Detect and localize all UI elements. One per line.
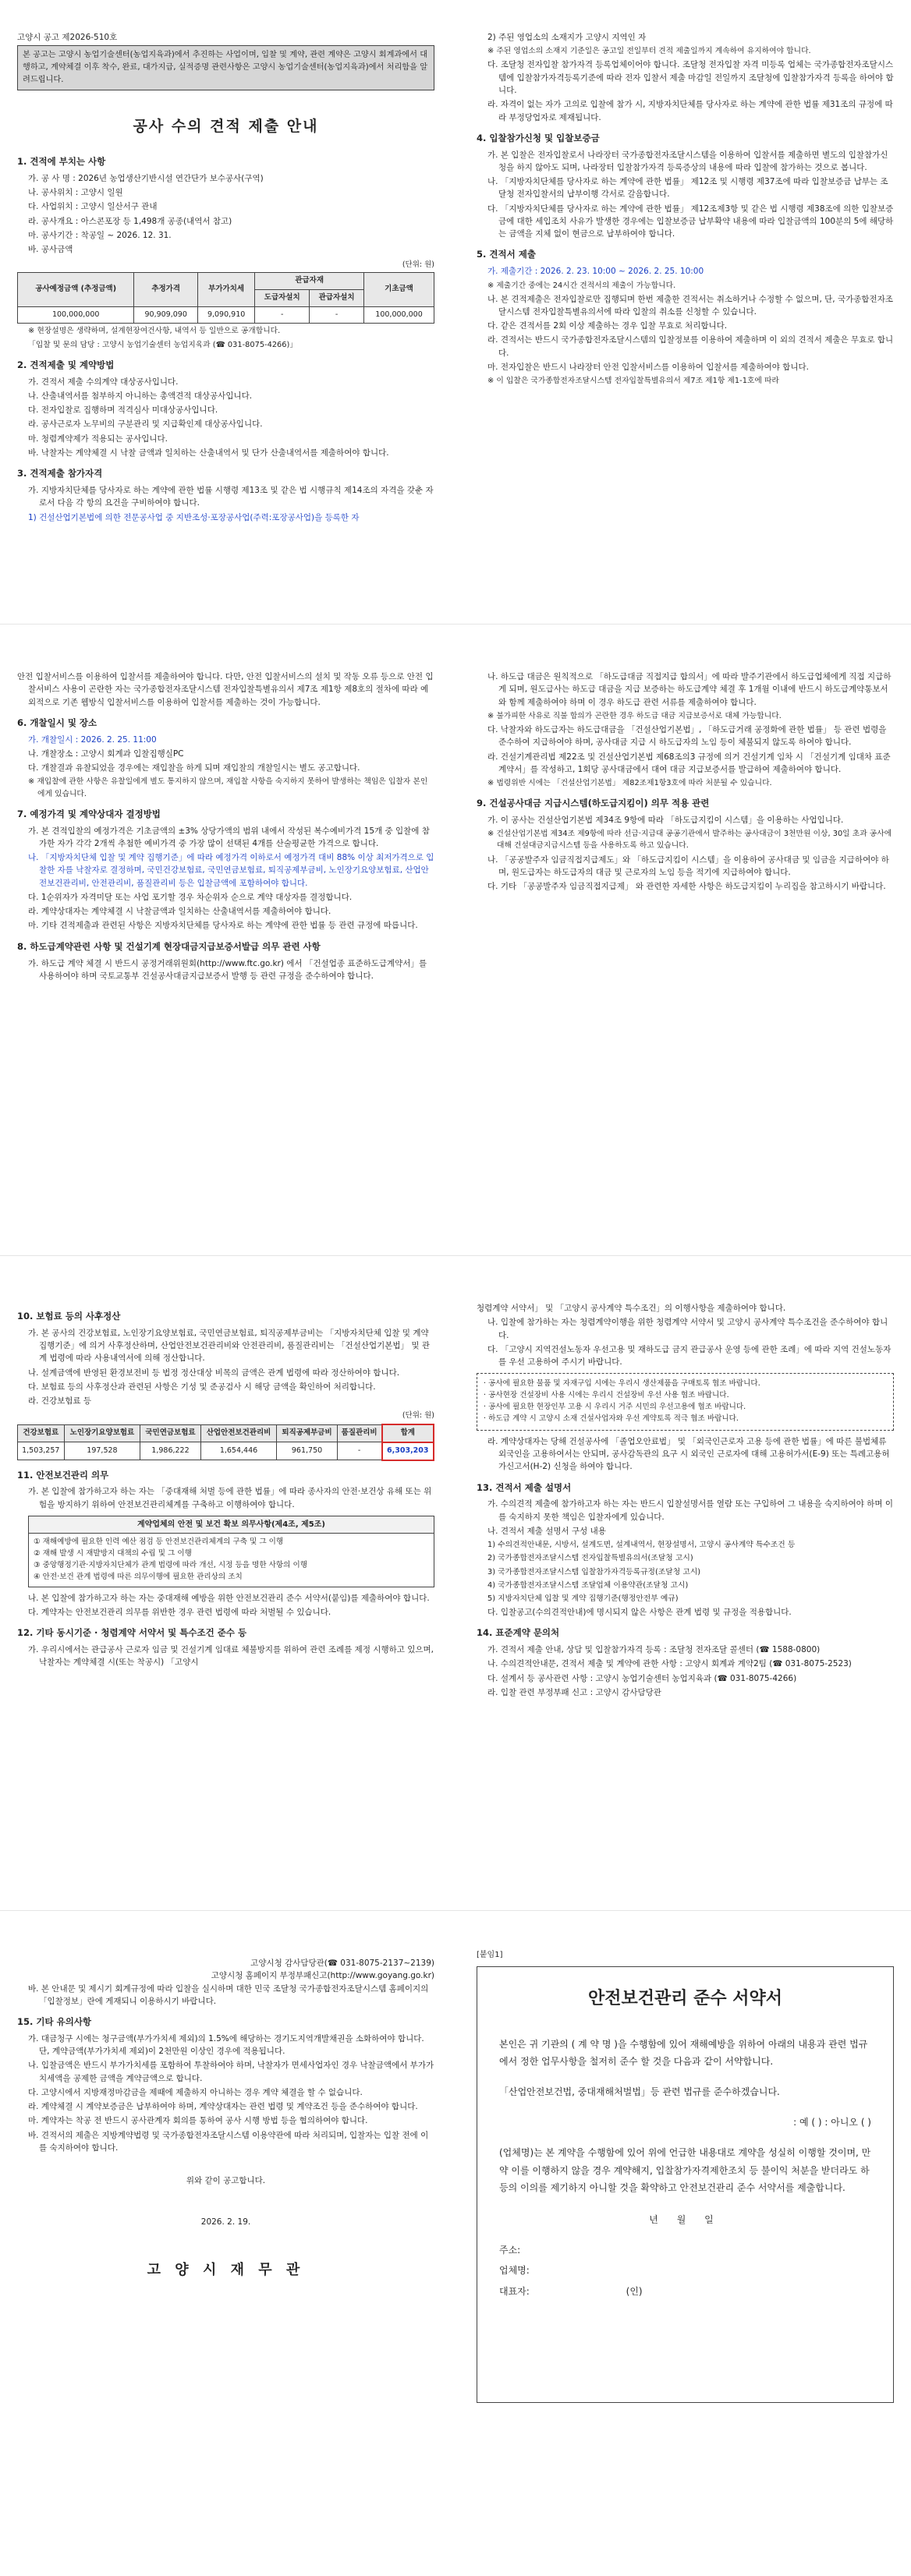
s7-item: 가. 본 견적입찰의 예정가격은 기초금액의 ±3% 상당가액의 범위 내에서 작성된 복수예비가격 15개 중 입찰에 참가한 자가 각각 2개씩 추첨한 예비가격 중 가장 많이 선택된 4개를 산술평균한 가격으로 합니다. (28, 826, 430, 848)
page-divider (0, 1255, 911, 1256)
s9-item: 가. 이 공사는 건설산업기본법 제34조 9항에 따라 「하도급지킴이 시스템」을 이용하는 사업입니다. (487, 816, 844, 826)
s9-item: 나. 「공공발주자 임금직접지급제도」와 「하도급지킴이 시스템」을 이용하여 공사대금 및 임금을 지급하여야 하며, 원도급자는 하도급자의 대금 및 근로자의 노임 등을 적기에 지급하여야 합니다. (487, 855, 889, 877)
local-priority-line: · 공사에 필요한 현장인부 고용 시 우리시 거주 시민의 우선고용에 협조 바랍니다. (484, 1403, 746, 1412)
section8-title: 8. 하도급계약관련 사항 및 건설기계 현장대금지급보증서발급 의무 관련 사항 (17, 940, 321, 952)
notice-summary-box (17, 45, 434, 90)
s1-item: 다. 사업위치 : 고양시 일산서구 관내 (28, 202, 158, 212)
audit-web: 고양시청 홈페이지 부정부패신고(http://www.goyang.go.kr) (211, 1971, 434, 1981)
section11-title: 11. 안전보건관리 의무 (17, 1469, 109, 1481)
notice-date: 2026. 2. 19. (200, 2217, 251, 2227)
pledge-company-label[interactable]: 업체명: (499, 2265, 530, 2277)
page1-left-column (17, 31, 434, 525)
s12-item: 가. 우리시에서는 관급공사 근로자 임금 및 건설기계 임대료 체불방지를 위하여 관련 조례를 제정 시행하고 있으며, 낙찰자는 계약체결 시(또는 착공시) 「고양시 (28, 1645, 434, 1668)
s8-item: 가. 하도급 계약 체결 시 반드시 공정거래위원회(http://www.ftc.go.kr) 에서 「건설업종 표준하도급계약서」를 사용하여야 하며 국토교통부 건설공사대금지급보증서 발행 등 관련 규정을 준수하여야 합니다. (28, 958, 427, 981)
s2-item: 바. 낙찰자는 계약체결 시 낙찰 금액과 일치하는 산출내역서 및 단가 산출내역서를 제출하여야 합니다. (28, 448, 389, 458)
table-row (18, 1442, 434, 1460)
page-divider (0, 1910, 911, 1911)
ins-cell: 1,654,446 (200, 1442, 277, 1460)
ins-th: 품질관리비 (337, 1424, 381, 1442)
insurance-table-unit: (단위: 원) (402, 1411, 434, 1421)
s13-subitem: 1) 수의견적안내문, 시방서, 설계도면, 설계내역서, 현장설명서, 고양시 공사계약 특수조건 등 (487, 1541, 796, 1550)
s15-item: 나. 입찰금액은 반드시 부가가치세를 포함하여 투찰하여야 하며, 낙찰자가 면세사업자인 경우 낙찰금액에서 부가가치세액을 공제한 금액을 계약금액으로 합니다. (28, 2061, 434, 2083)
audit-contact: 고양시청 감사담당관(☎ 031-8075-2137~2139) (250, 1959, 434, 1968)
s8-note: ※ 불가피한 사유로 직불 합의가 곤란한 경우 하도급 대금 지급보증서로 대체 가능합니다. (487, 711, 782, 720)
notice-summary-text: 본 공고는 고양시 농업기술센터(농업지육과)에서 추진하는 사업이며, 입찰 및 계약, 관련 계약은 고양시 회계과에서 대행하고, 계약체결 이후 착수, 완료, 대가지급, 실적증명 관련사항은 고양시 농업기술센터(농업지육과)에서 처리함을 알려드립니다. (23, 51, 428, 84)
section2-title: 2. 견적제출 및 계약방법 (17, 359, 115, 370)
s12-item: 나. 입찰에 참가하는 자는 청렴계약이행을 위한 청렴계약 서약서 및 고양시 공사계약 특수조건을 준수하여야 합니다. (487, 1318, 888, 1340)
cost-th-sub: 관급자설치 (310, 289, 364, 306)
s1-item: 가. 공 사 명 : 2026년 농업생산기반시설 연간단가 보수공사(구역) (28, 173, 264, 183)
cost-cell: 9,090,910 (197, 306, 254, 324)
table-note: ※ 현장설명은 생략하며, 설계현장여건사항, 내역서 등 일반으로 공개합니다. (28, 327, 281, 336)
section1-title: 1. 견적에 부치는 사항 (17, 156, 106, 168)
s1-item: 마. 공사기간 : 착공일 ~ 2026. 12. 31. (28, 231, 172, 241)
s13-item: 가. 수의견적 제출에 참가하고자 하는 자는 반드시 입찰설명서를 열람 또는 구입하여 그 내용을 숙지하여야 하며 이를 숙지하지 못한 책임은 입찰자에게 있습니다. (487, 1499, 893, 1522)
ins-th: 퇴직공제부금비 (277, 1424, 337, 1442)
s8-note: ※ 법령위반 시에는 「건설산업기본법」 제82조제1항3호에 따라 처분될 수 있습니다. (487, 779, 772, 788)
s14-item: 라. 입찰 관련 부정부패 신고 : 고양시 감사담당관 (487, 1687, 661, 1697)
page2-right-column (477, 671, 894, 894)
s10-item: 다. 보험료 등의 사후정산과 관련된 사항은 기성 및 준공검사 시 해당 금액을 확인하여 처리합니다. (28, 1382, 376, 1392)
pledge-title: 안전보건관리 준수 서약서 (587, 1988, 783, 2008)
cost-th: 기초금액 (364, 273, 434, 306)
s13-item: 나. 견적서 제출 설명서 구성 내용 (487, 1526, 606, 1536)
cost-th: 부가가치세 (197, 273, 254, 306)
s6-item: 나. 개찰장소 : 고양시 회계과 입찰집행실PC (28, 748, 184, 759)
table-note-contact: 「입찰 및 문의 담당 : 고양시 농업기술센터 농업지육과 (☎ 031-8075-4266)」 (28, 340, 298, 349)
s13-item: 다. 입찰공고(수의견적안내)에 명시되지 않은 사항은 관계 법령 및 규정을 적용합니다. (487, 1608, 792, 1618)
section10-title: 10. 보험료 등의 사후정산 (17, 1311, 121, 1322)
section15-title: 15. 기타 유의사항 (17, 2016, 92, 2028)
section5-title: 5. 견적서 제출 (477, 249, 536, 260)
s10-item: 가. 본 공사의 건강보험료, 노인장기요양보험료, 국민연금보험료, 퇴직공제부금비는 「지방자치단체 입찰 및 계약집행기준」에 의거 사후정산하며, 산업안전보건관리비와 안전관리비, 품질관리비는 「건설산업기본법」 및 관계 법령에 따라 사용내역서에 의해 정산합니다. (28, 1328, 431, 1364)
s3-item: 2) 주된 영업소의 소재지가 고양시 지역인 자 (487, 33, 647, 42)
s10-item: 라. 건강보험료 등 (28, 1396, 92, 1407)
page3-left-column (17, 1302, 434, 1671)
page-divider (0, 624, 911, 625)
page1-right-column (477, 31, 894, 388)
safety-duty-box (28, 1516, 434, 1587)
s7-item: 다. 1순위자가 자격미달 또는 사업 포기할 경우 차순위자 순으로 계약 대상자를 결정합니다. (28, 892, 353, 902)
s14-item: 나. 수의견적안내문, 견적서 제출 및 계약에 관한 사항 : 고양시 회계과 계약2팀 (☎ 031-8075-2523) (487, 1659, 852, 1669)
s2-item: 라. 공사근로자 노무비의 구분관리 및 지급확인제 대상공사입니다. (28, 419, 263, 430)
s1-item: 바. 공사금액 (28, 245, 73, 255)
s15-item: 다. 고양시에서 지방재정마감금을 제때에 제출하지 아니하는 경우 계약 체결을 할 수 없습니다. (28, 2087, 363, 2097)
s6-note: ※ 재입찰에 관한 사항은 유찰일에게 별도 통지하지 않으며, 재입찰 사항을 숙지하지 못하여 발생하는 책임은 입찰자 본인에게 있습니다. (28, 777, 428, 798)
pledge-representative-label: 대표자: (499, 2285, 530, 2297)
pledge-paragraph: (업체명)는 본 계약을 수행함에 있어 위에 언급한 내용대로 계약을 성실히 이행할 것이며, 만약 이를 이행하지 않을 경우 계약해지, 입찰참가자격제한조치 등 불이익 처분을 받더라도 하등의 이의를 제기하지 아니할 것을 확약하고 안전보건관리 준수 서약서를 제출합니다. (499, 2146, 871, 2194)
cost-cell: - (255, 306, 310, 324)
page-4 (0, 1926, 911, 2565)
s3-item: 라. 자격이 없는 자가 고의로 입찰에 참가 시, 지방자치단체를 당사자로 하는 계약에 관한 법률 제31조의 규정에 따라 부정당업자로 제재됩니다. (487, 100, 893, 122)
pledge-paragraph: 본인은 귀 기관의 ( 계 약 명 )을 수행함에 있어 재해예방을 위하여 아래의 내용과 관련 법규에서 정한 업무사항을 철저히 준수 할 것을 다음과 같이 서약합니다. (499, 2038, 868, 2068)
page4-right-column (477, 1949, 894, 2403)
cost-cell: 100,000,000 (364, 306, 434, 324)
ins-cell: 197,528 (64, 1442, 140, 1460)
local-priority-line: · 하도급 계약 시 고양시 소재 건설사업자와 우선 계약토록 적극 협조 바랍니다. (484, 1414, 739, 1423)
section13-title: 13. 견적서 제출 설명서 (477, 1481, 572, 1493)
safety-duty-line: ③ 중앙행정기관·지방자치단체가 관계 법령에 따라 개선, 시정 등을 명한 사항의 이행 (34, 1561, 308, 1570)
s9-note: ※ 건설산업기본법 제34조 제9항에 따라 선급·지급대 공공기관에서 발주하는 공사대금이 3천만원 이상, 30일 초과 공사에 대해 건설대금지급시스템 등을 사용하도록 하고 있습니다. (487, 830, 892, 851)
ins-cell: - (337, 1442, 381, 1460)
page4-left-column (17, 1957, 434, 2281)
s1-item: 라. 공사개요 : 아스콘포장 등 1,498개 공종(내역서 참고) (28, 216, 232, 226)
page2-left-column (17, 671, 434, 984)
s12-item: 다. 「고양시 지역건설노동자 우선고용 및 재하도급 금지 관급공사 운영 등에 관한 조례」에 따라 지역 건설노동자를 우선 고용하여 주시기 바랍니다. (487, 1344, 892, 1368)
insurance-table (17, 1424, 434, 1460)
s8-item: 다. 낙찰자와 하도급자는 하도급대금을 「건설산업기본법」, 「하도급거래 공정화에 관한 법률」 등 관련 법령을 준수하여 지급하여야 하며, 공사대금 지급 시 하도급자의 노임 등이 체불되지 않도록 하여야 합니다. (487, 724, 887, 748)
page-2 (0, 639, 911, 1247)
s11-item: 다. 계약자는 안전보건관리 의무를 위반한 경우 관련 법령에 따라 처벌될 수 있습니다. (28, 1608, 331, 1618)
s15-item: 바. 견적서의 제출은 지방계약법령 및 국가종합전자조달시스템 이용약관에 따라 처리되며, 입찰자는 입찰 전에 이를 숙지하여야 합니다. (28, 2130, 429, 2153)
s15-item: 마. 계약자는 착공 전 반드시 공사관계자 회의를 통하여 공사 시행 방법 등을 협의하여야 합니다. (28, 2116, 368, 2126)
s14-item: 바. 본 안내문 및 제시기 회계규정에 따라 입찰을 실시하며 대한 민국 조달청 국가종합전자조달시스템 홈페이지의 「입찰정보」란에 게재되니 이용하시기 바랍니다. (28, 1983, 429, 2006)
s12-item: 라. 계약상대자는 당해 건설공사에 「졸업오안료법」 및 「외국인근로자 고용 등에 관한 법률」에 따른 불법체류 외국인을 고용하여서는 안되며, 공사감독관의 요구 시 외국인 근로자에 대해 고용허가서(E-9) 또는 특례고용허가신고서(H-2) 신청을 하여야 합니다. (487, 1436, 890, 1472)
s5-item: 마. 전자입찰은 반드시 나라장터 안전 입찰서비스를 이용하여 입찰서를 제출하여야 합니다. (487, 363, 810, 373)
pledge-date[interactable]: 년 월 일 (649, 2214, 721, 2226)
s2-item: 다. 전자입찰로 집행하며 적격심사 미대상공사입니다. (28, 405, 218, 416)
page3-right-column (477, 1302, 894, 1700)
cost-cell: 90,909,090 (134, 306, 198, 324)
s4-item: 다. 「지방자치단체를 당사자로 하는 계약에 관한 법률」 제12조제3항 및 같은 법 시행령 제38조에 의한 입찰보증금에 대한 세입조치 사유가 발생한 경우에는 입찰보증금 납부확약 내용에 따라 입찰금액의 100분의 5에 해당하는 금액을 지체 없이 현금으로 납부하여야 합니다. (487, 203, 894, 239)
s12-item: 청렴계약 서약서」 및 「고양시 공사계약 특수조건」의 이행사항을 제출하여야 합니다. (477, 1304, 786, 1313)
ins-cell-total: 6,303,203 (382, 1442, 434, 1460)
s14-item: 다. 설계서 등 공사관련 사항 : 고양시 농업기술센터 농업지육과 (☎ 031-8075-4266) (487, 1673, 797, 1683)
s4-item: 나. 「지방자치단체를 당사자로 하는 계약에 관한 법률」 제12조 및 시행령 제37조에 따라 입찰보증금 납부는 조달청 전자입찰서의 납부이행 각서로 갈음합니다. (487, 177, 888, 200)
page-1 (0, 0, 911, 616)
s4-item: 가. 본 입찰은 전자입찰로서 나라장터 국가종합전자조달시스템을 이용하여 입찰서를 제출하면 별도의 입찰참가신청을 하지 않아도 되며, 나라장터 입찰참가자격 등록증상의 내용에 따라 입찰에 참가하는 것으로 봅니다. (487, 150, 888, 172)
s3-item: 가. 지방자치단체를 당사자로 하는 계약에 관한 법률 시행령 제13조 및 같은 법 시행규칙 제14조의 자격을 갖춘 자로서 다음 각 항의 요건을 구비하여야 합니다. (28, 485, 434, 508)
cost-cell: 100,000,000 (18, 306, 134, 324)
s5-submission-period: 가. 제출기간 : 2026. 2. 23. 10:00 ~ 2026. 2. 25. 10:00 (487, 267, 704, 277)
pledge-address-label[interactable]: 주소: (499, 2244, 521, 2256)
s5-note: ※ 제출기간 중에는 24시간 견적서의 제출이 가능합니다. (487, 281, 676, 290)
attachment-tag: [붙임1] (477, 1951, 503, 1959)
ins-th-total: 합계 (382, 1424, 434, 1442)
s2-item: 가. 견적서 제출 수의계약 대상공사입니다. (28, 377, 179, 387)
s7-item-highlight: 나. 「지방자치단체 입찰 및 계약 집행기준」에 따라 예정가격 이하로서 예정가격 대비 88% 이상 최저가격으로 입찰한 자를 낙찰자로 결정하며, 국민건강보험료, 국민연금보험료, 퇴직공제부금비, 노인장기요양보험료, 산업안전보건관리비, 안전관리비, 품질관리비 등은 입찰금액에 포함하여야 합니다. (28, 853, 434, 888)
s3-item-highlight: 1) 건설산업기본법에 의한 전문공사업 중 지반조성·포장공사업(주력:포장공사업)을 등록한 자 (28, 512, 360, 522)
cost-cell: - (310, 306, 364, 324)
s10-item: 나. 설계금액에 반영된 환경보전비 등 법정 정산대상 비목의 금액은 관계 법령에 따라 정산하여야 합니다. (28, 1368, 400, 1378)
s11-item: 나. 본 입찰에 참가하고자 하는 자는 중대재해 예방을 위한 안전보건관리 준수 서약서(붙임)를 제출하여야 합니다. (28, 1593, 430, 1603)
section9-title: 9. 건설공사대금 지급시스템(하도급지킴이) 의무 적용 관련 (477, 798, 710, 809)
ins-cell: 1,986,222 (140, 1442, 200, 1460)
section14-title: 14. 표준계약 문의처 (477, 1627, 560, 1639)
s1-item: 나. 공사위치 : 고양시 일원 (28, 188, 123, 198)
s5-note: ※ 이 입찰은 국가종합전자조달시스템 전자입찰특별유의서 제7조 제1항 제1-1호에 따라 (487, 377, 779, 386)
pledge-yes-no[interactable]: : 예 ( ) : 아니오 ( ) (793, 2116, 871, 2128)
safety-duty-box-title: 계약업체의 안전 및 보건 확보 의무사항(제4조, 제5조) (29, 1516, 434, 1534)
safety-pledge-form (477, 1966, 894, 2403)
s3-item: 다. 조달청 전자입찰 참가자격 등록업체이어야 합니다. 조달청 전자입찰 자격 미등록 업체는 국가종합전자조달시스템에 입찰참가자격등록기준에 따라 전자 입찰서 제출 마감일 전일까지 조달청에 입찰참가자격 등록을 하여야 합니다. (487, 60, 894, 95)
ins-th: 산업안전보건관리비 (200, 1424, 277, 1442)
table-unit: (단위: 원) (402, 260, 434, 269)
s5-item: 라. 견적서는 반드시 국가종합전자조달시스템의 입찰정보를 이용하여 제출하며 이 외의 견적서 제출은 무효로 합니다. (487, 335, 894, 358)
safety-duty-line: ② 재해 발생 시 재발방지 대책의 수립 및 그 이행 (34, 1549, 192, 1559)
ins-th: 건강보험료 (18, 1424, 65, 1442)
s11-item: 가. 본 입찰에 참가하고자 하는 자는 「중대재해 처벌 등에 관한 법률」에 따라 종사자의 안전·보건상 유해 또는 위험을 방지하기 위하여 안전보건관리체계를 구축하고 이행하여야 합니다. (28, 1487, 432, 1509)
s15-item: 가. 대금청구 시에는 청구금액(부가가치세 제외)의 1.5%에 해당하는 경기도지역개발채권을 소화하여야 합니다. 단, 계약금액(부가가치세 제외)이 2천만원 이상인 경우에 적용됩니다. (28, 2033, 424, 2057)
document-title: 공사 수의 견적 제출 안내 (133, 117, 319, 135)
safety-duty-line: ④ 안전·보건 관계 법령에 따른 의무이행에 필요한 관리상의 조치 (34, 1572, 243, 1581)
ins-cell: 1,503,257 (18, 1442, 65, 1460)
cost-th-sub: 도급자설치 (255, 289, 310, 306)
s7-item: 라. 계약상대자는 계약체결 시 낙찰금액과 일치하는 산출내역서를 제출하여야 합니다. (28, 907, 331, 917)
s2-item: 나. 산출내역서를 첨부하지 아니하는 총액견적 대상공사입니다. (28, 391, 253, 401)
s8-item: 나. 하도급 대금은 원칙적으로 「하도급대금 직접지급 합의서」에 따라 발주기관에서 하도급업체에게 직접 지급하게 되며, 원도급사는 하도급 대금을 지급 보증하는 하도급계약 체결 후 1개월 이내에 반드시 하도급계약통보서와 함께 제출하여야 하며 이 경우 하도급 관련 서류를 제출하여야 합니다. (487, 672, 892, 707)
section3-title: 3. 견적제출 참가자격 (17, 468, 103, 479)
s7-item: 마. 기타 견적제출과 관련된 사항은 지방자치단체를 당사자로 하는 계약에 관한 법률 등 관련 규정에 따릅니다. (28, 921, 418, 931)
pledge-paragraph: 「산업안전보건법, 중대재해처벌법」등 관련 법규를 준수하겠습니다. (499, 2086, 780, 2098)
closing-text: 위와 같이 공고합니다. (186, 2176, 266, 2186)
s8-item: 라. 건설기계관리법 제22조 및 건설산업기본법 제68조의3 규정에 의거 건설기계 임차 시 「건설기계 임대차 표준계약서」를 작성하고, 1회당 공사대금에서 대여 대금 지급보증서를 발급하여 제출하여야 합니다. (487, 752, 891, 774)
s6-item: 다. 개찰결과 유찰되었을 경우에는 재입찰을 하게 되며 재입찰의 개찰일시는 별도 공고합니다. (28, 763, 360, 773)
s5-item: 나. 본 견적제출은 전자입찰로만 집행되며 한번 제출한 견적서는 취소하거나 수정할 수 없으며, 단, 국가종합전자조달시스템 전자입찰특별유의서에 따라 입찰의 취소를 신청할 수 있습니다. (487, 294, 893, 317)
safety-duty-line: ① 재해예방에 필요한 인력 예산 점검 등 안전보건관리체계의 구축 및 그 이행 (34, 1537, 284, 1547)
s13-subitem: 4) 국가종합전자조달시스템 조달업체 이용약관(조달청 고시) (487, 1580, 689, 1590)
local-priority-line: · 공사현장 건설장비 사용 시에는 우리시 건설장비 우선 사용 협조 바랍니다. (484, 1391, 729, 1400)
local-priority-box (477, 1373, 894, 1430)
pledge-representative-row[interactable] (499, 2284, 871, 2299)
safety-duty-box-body (29, 1534, 434, 1586)
s5-item: 다. 같은 견적서를 2회 이상 제출하는 경우 입찰 무효로 처리합니다. (487, 321, 728, 331)
cost-table (17, 272, 434, 324)
page-3 (0, 1271, 911, 1902)
s13-subitem: 3) 국가종합전자조달시스템 입찰참가자격등록규정(조달청 고시) (487, 1567, 701, 1576)
pledge-seal-mark: (인) (626, 2285, 643, 2297)
ins-th: 노인장기요양보험료 (64, 1424, 140, 1442)
s9-item: 다. 기타 「공공발주자 임금직접지급제」 와 관련한 자세한 사항은 하도급지킴이 누리집을 참고하시기 바랍니다. (487, 882, 886, 892)
cost-th: 관급자재 (255, 273, 364, 290)
s6-opening-time: 가. 개찰일시 : 2026. 2. 25. 11:00 (28, 734, 157, 745)
ins-cell: 961,750 (277, 1442, 337, 1460)
cost-th: 공사예정금액 (추정금액) (18, 273, 134, 306)
table-row (18, 306, 434, 324)
s13-subitem: 2) 국가종합전자조달시스템 전자입찰특별유의서(조달청 고시) (487, 1554, 693, 1563)
s13-subitem: 5) 지방자치단체 입찰 및 계약 집행기준(행정안전부 예규) (487, 1594, 679, 1603)
section4-title: 4. 입찰참가신청 및 입찰보증금 (477, 132, 600, 143)
s15-item: 라. 계약체결 시 계약보증금은 납부하여야 하며, 계약상대자는 관련 법령 및 계약조건 등을 준수하여야 합니다. (28, 2102, 418, 2112)
local-priority-line: · 공사에 필요한 물품 및 자재구입 시에는 우리시 생산제품을 구매토록 협조 바랍니다. (484, 1379, 760, 1389)
signer-name: 고 양 시 재 무 관 (147, 2261, 305, 2278)
p2-intro: 안전 입찰서비스를 이용하여 입찰서를 제출하여야 합니다. 다만, 안전 입찰서비스의 설치 및 작동 오류 등으로 안전 입찰서비스 사용이 곤란한 자는 국가종합전자조달시스템 전자입찰특별유의서 제7조 제1항 제8호의 절차에 따라 예외적으로 기존 웹방식 입찰서비스를 이용하여 입찰서를 제출하는 것이 가능합니다. (17, 672, 434, 707)
s2-item: 마. 청렴계약제가 적용되는 공사입니다. (28, 433, 168, 444)
s3-note: ※ 주된 영업소의 소재지 기준일은 공고일 전일부터 견적 제출일까지 계속하여 유지하여야 합니다. (487, 47, 811, 56)
section6-title: 6. 개찰일시 및 장소 (17, 717, 97, 728)
section12-title: 12. 기타 동시기준 · 청렴계약 서약서 및 특수조건 준수 등 (17, 1627, 247, 1639)
s14-item: 가. 견적서 제출 안내, 상담 및 입찰참가자격 등록 : 조달청 전자조달 콜센터 (☎ 1588-0800) (487, 1645, 821, 1655)
cost-th: 추정가격 (134, 273, 198, 306)
section7-title: 7. 예정가격 및 계약상대자 결정방법 (17, 808, 161, 819)
ins-th: 국민연금보험료 (140, 1424, 200, 1442)
notice-code: 고양시 공고 제2026-510호 (17, 33, 118, 42)
